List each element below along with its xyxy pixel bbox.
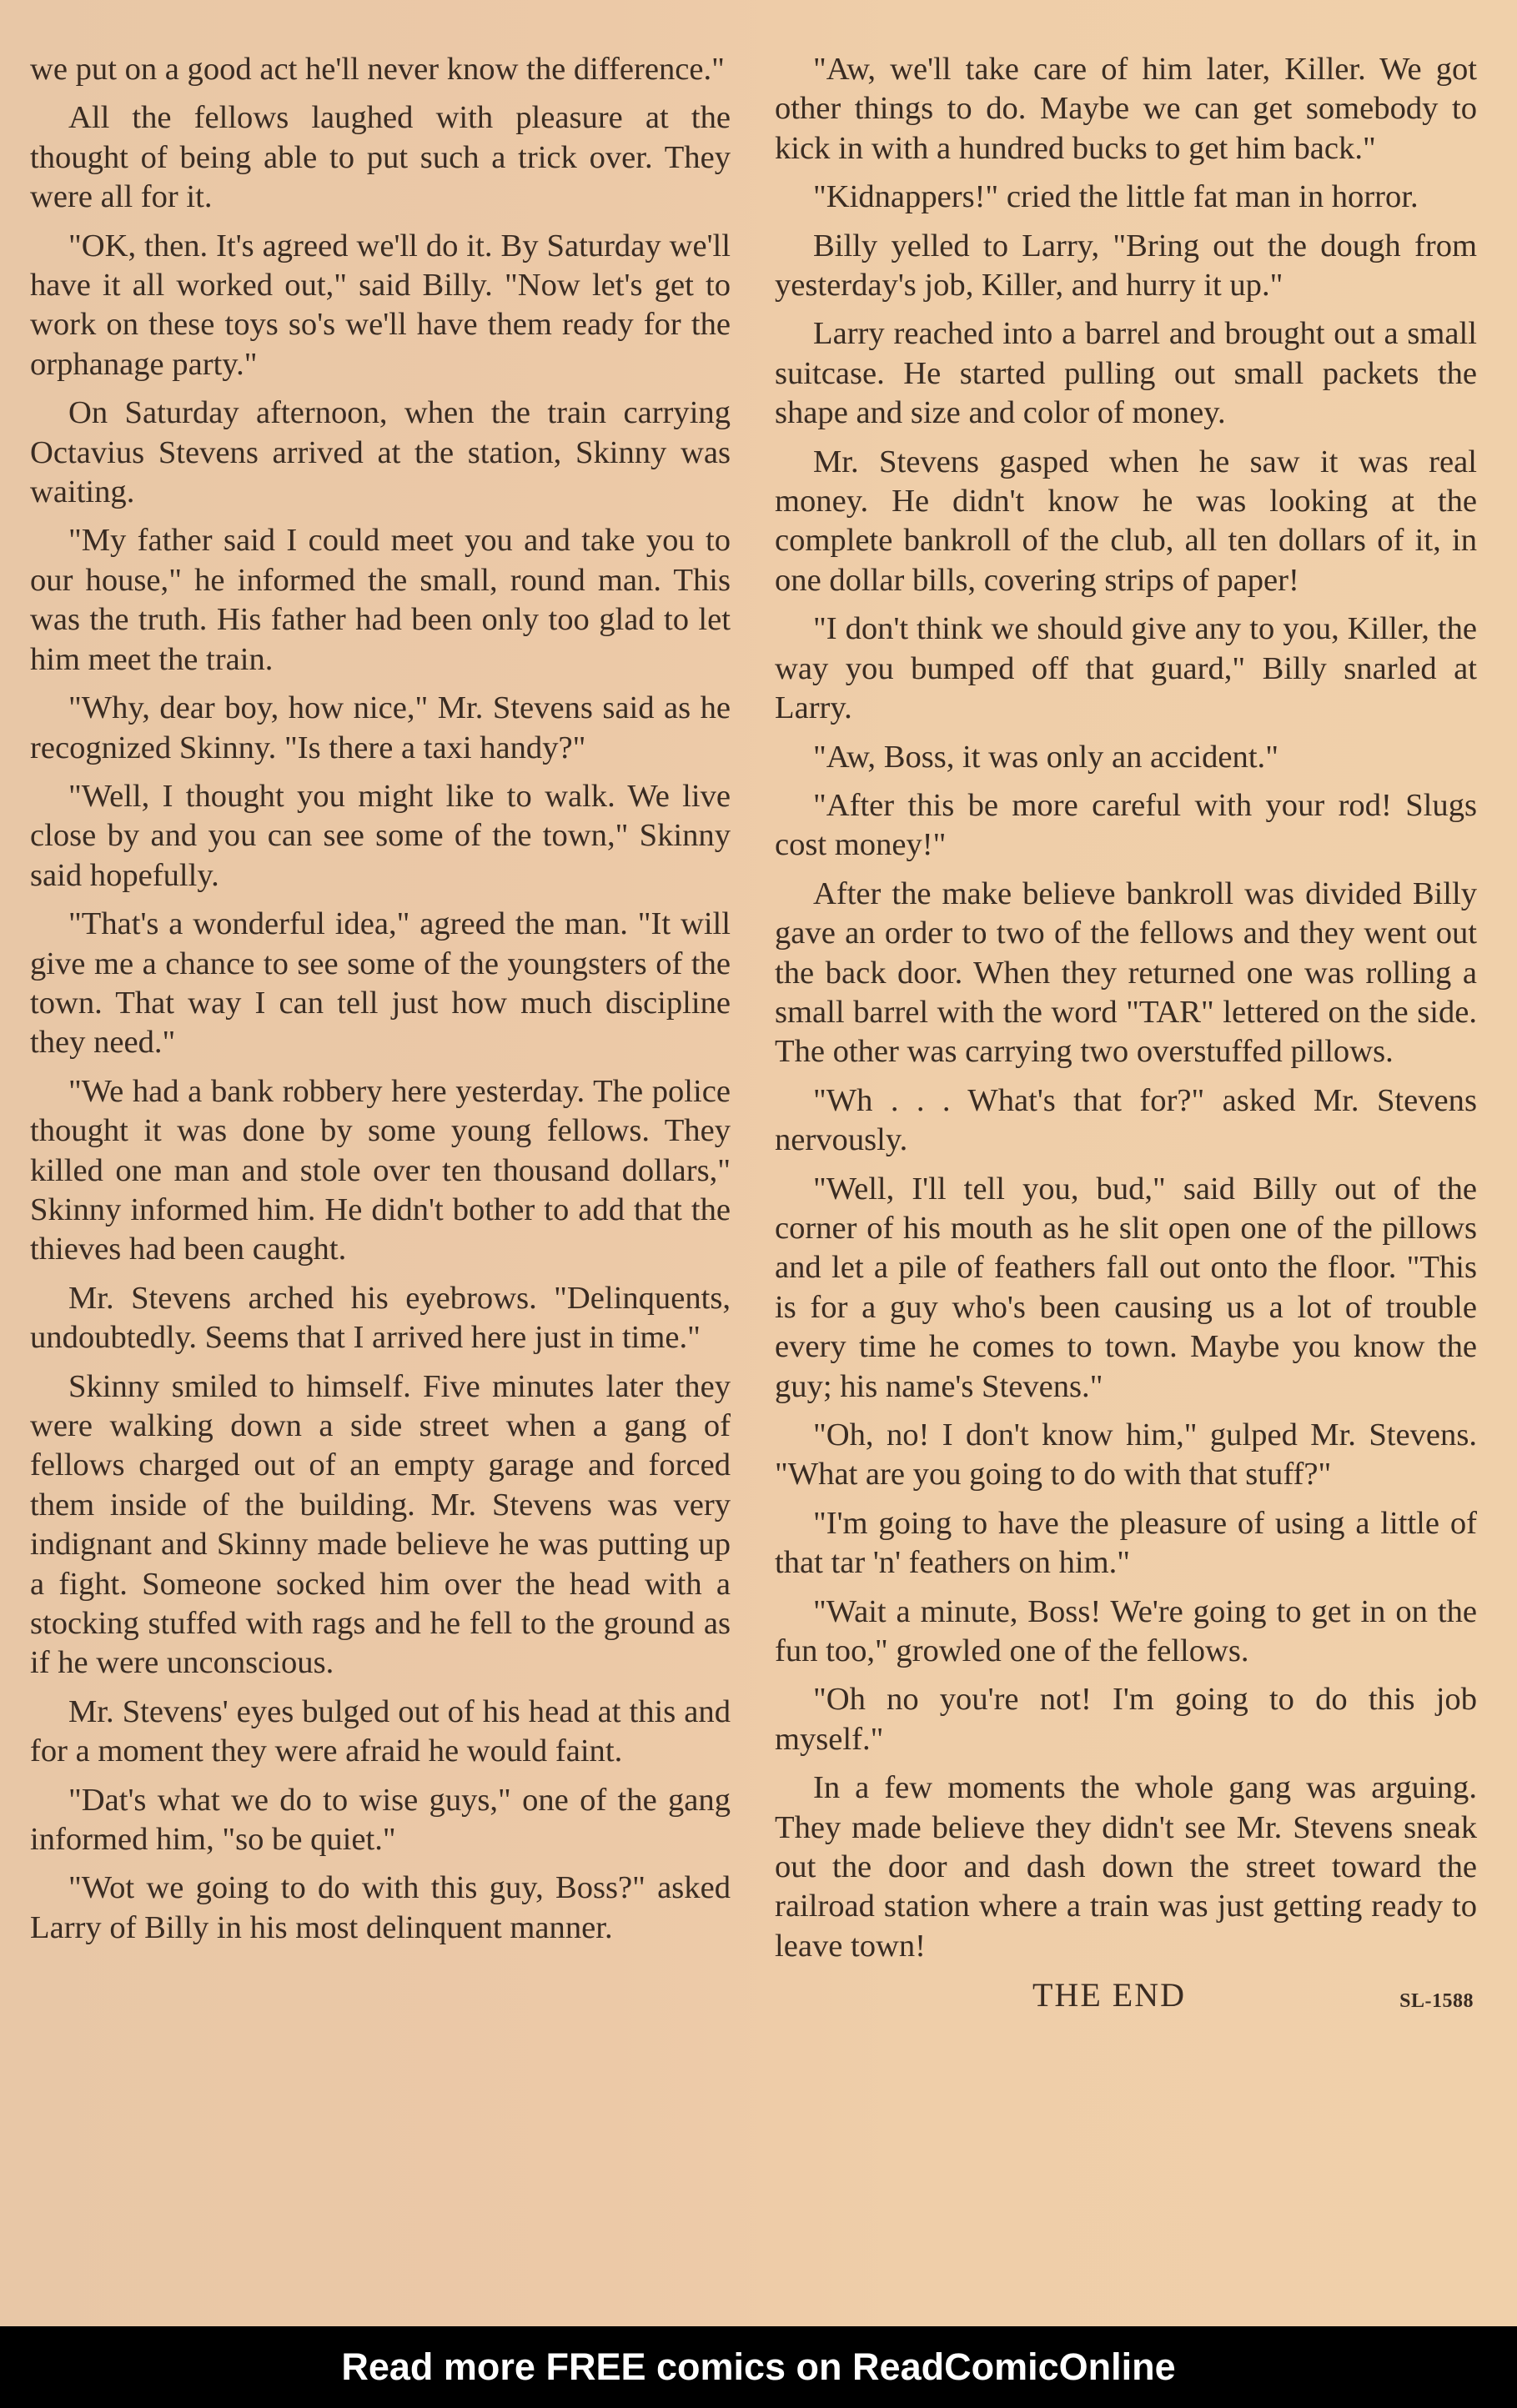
paragraph: Billy yelled to Larry, "Bring out the dough from yesterday's job, Killer, and hurry it up."	[775, 228, 1477, 304]
paragraph: "Why, dear boy, how nice," Mr. Stevens said as he recognized Skinny. "Is there a taxi handy?"	[30, 690, 731, 765]
paragraph: In a few moments the whole gang was arguing. They made believe they didn't see Mr. Stevens sneak out the door and dash down the street toward the railroad station where a train was just getting ready to leave town!	[775, 1770, 1477, 1964]
paragraph: After the make believe bankroll was divided Billy gave an order to two of the fellows and they went out the back door. When they returned one was rolling a small barrel with the word "TAR" lettered on the side. The other was carrying two overstuffed pillows.	[775, 875, 1477, 1070]
paragraph: "Aw, Boss, it was only an accident."	[813, 739, 1278, 775]
paragraph: "Aw, we'll take care of him later, Killer. We got other things to do. Maybe we can get somebody to kick in with a hundred bucks to get him back."	[775, 52, 1477, 166]
paragraph: "Dat's what we do to wise guys," one of the gang informed him, "so be quiet."	[30, 1782, 731, 1858]
paragraph: "Wh . . . What's that for?" asked Mr. Stevens nervously.	[775, 1082, 1477, 1158]
left-text-column	[30, 50, 731, 1957]
paragraph: "Oh, no! I don't know him," gulped Mr. Stevens. "What are you going to do with that stuff?"	[775, 1417, 1477, 1492]
right-text-column	[775, 50, 1477, 2017]
paragraph: "Wait a minute, Boss! We're going to get in on the fun too," growled one of the fellows.	[775, 1593, 1477, 1669]
the-end-label: THE END	[1032, 1976, 1186, 2014]
paragraph: "I don't think we should give any to you, Killer, the way you bumped off that guard," Billy snarled at Larry.	[775, 611, 1477, 726]
paragraph: "We had a bank robbery here yesterday. The police thought it was done by some young fellows. They killed one man and stole over ten thousand dollars," Skinny informed him. He didn't bother to add that the thieves had been caught.	[30, 1073, 731, 1267]
paragraph: we put on a good act he'll never know the difference."	[30, 52, 725, 87]
end-line	[775, 1975, 1477, 2017]
paragraph: "Wot we going to do with this guy, Boss?" asked Larry of Billy in his most delinquent manner.	[30, 1870, 731, 1945]
paragraph: All the fellows laughed with pleasure at the thought of being able to put such a trick over. They were all for it.	[30, 100, 731, 215]
paragraph: Mr. Stevens' eyes bulged out of his head at this and for a moment they were afraid he would faint.	[30, 1693, 731, 1769]
paragraph: "Well, I'll tell you, bud," said Billy out of the corner of his mouth as he slit open one of the pillows and let a pile of feathers fall out onto the floor. "This is for a guy who's been causing us a lot of trouble every time he comes to town. Maybe you know the guy; his name's Stevens."	[775, 1171, 1477, 1404]
paragraph: Mr. Stevens gasped when he saw it was real money. He didn't know he was looking at the complete bankroll of the club, all ten dollars of it, in one dollar bills, covering strips of paper!	[775, 444, 1477, 598]
paragraph: "OK, then. It's agreed we'll do it. By Saturday we'll have it all worked out," said Billy. "Now let's get to work on these toys so's we'll have them ready for the orphanage party."	[30, 228, 731, 382]
paragraph: Skinny smiled to himself. Five minutes later they were walking down a side street when a gang of fellows charged out of an empty garage and forced them inside of the building. Mr. Stevens was very indignant and Skinny made believe he was putting up a fight. Someone socked him over the head with a stocking stuffed with rags and he fell to the ground as if he were unconscious.	[30, 1368, 731, 1681]
paragraph: Mr. Stevens arched his eyebrows. "Delinquents, undoubtedly. Seems that I arrived here just in time."	[30, 1280, 731, 1356]
paragraph: "After this be more careful with your rod! Slugs cost money!"	[775, 787, 1477, 863]
paragraph: "I'm going to have the pleasure of using a little of that tar 'n' feathers on him."	[775, 1505, 1477, 1581]
footer-link-text[interactable]: Read more FREE comics on ReadComicOnline	[341, 2345, 1176, 2388]
footer-banner[interactable]	[0, 2326, 1517, 2408]
paragraph: "My father said I could meet you and take you to our house," he informed the small, round man. This was the truth. His father had been only too glad to let him meet the train.	[30, 523, 731, 677]
paragraph: "That's a wonderful idea," agreed the man. "It will give me a chance to see some of the youngsters of the town. That way I can tell just how much discipline they need."	[30, 906, 731, 1061]
paragraph: "Well, I thought you might like to walk. We live close by and you can see some of the town," Skinny said hopefully.	[30, 778, 731, 893]
paragraph: "Kidnappers!" cried the little fat man in horror.	[813, 179, 1419, 215]
paragraph: "Oh no you're not! I'm going to do this job myself."	[775, 1682, 1477, 1757]
paragraph: Larry reached into a barrel and brought out a small suitcase. He started pulling out small packets the shape and size and color of money.	[775, 316, 1477, 431]
paragraph: On Saturday afternoon, when the train carrying Octavius Stevens arrived at the station, Skinny was waiting.	[30, 395, 731, 510]
page-code: SL-1588	[1399, 1990, 1474, 2013]
